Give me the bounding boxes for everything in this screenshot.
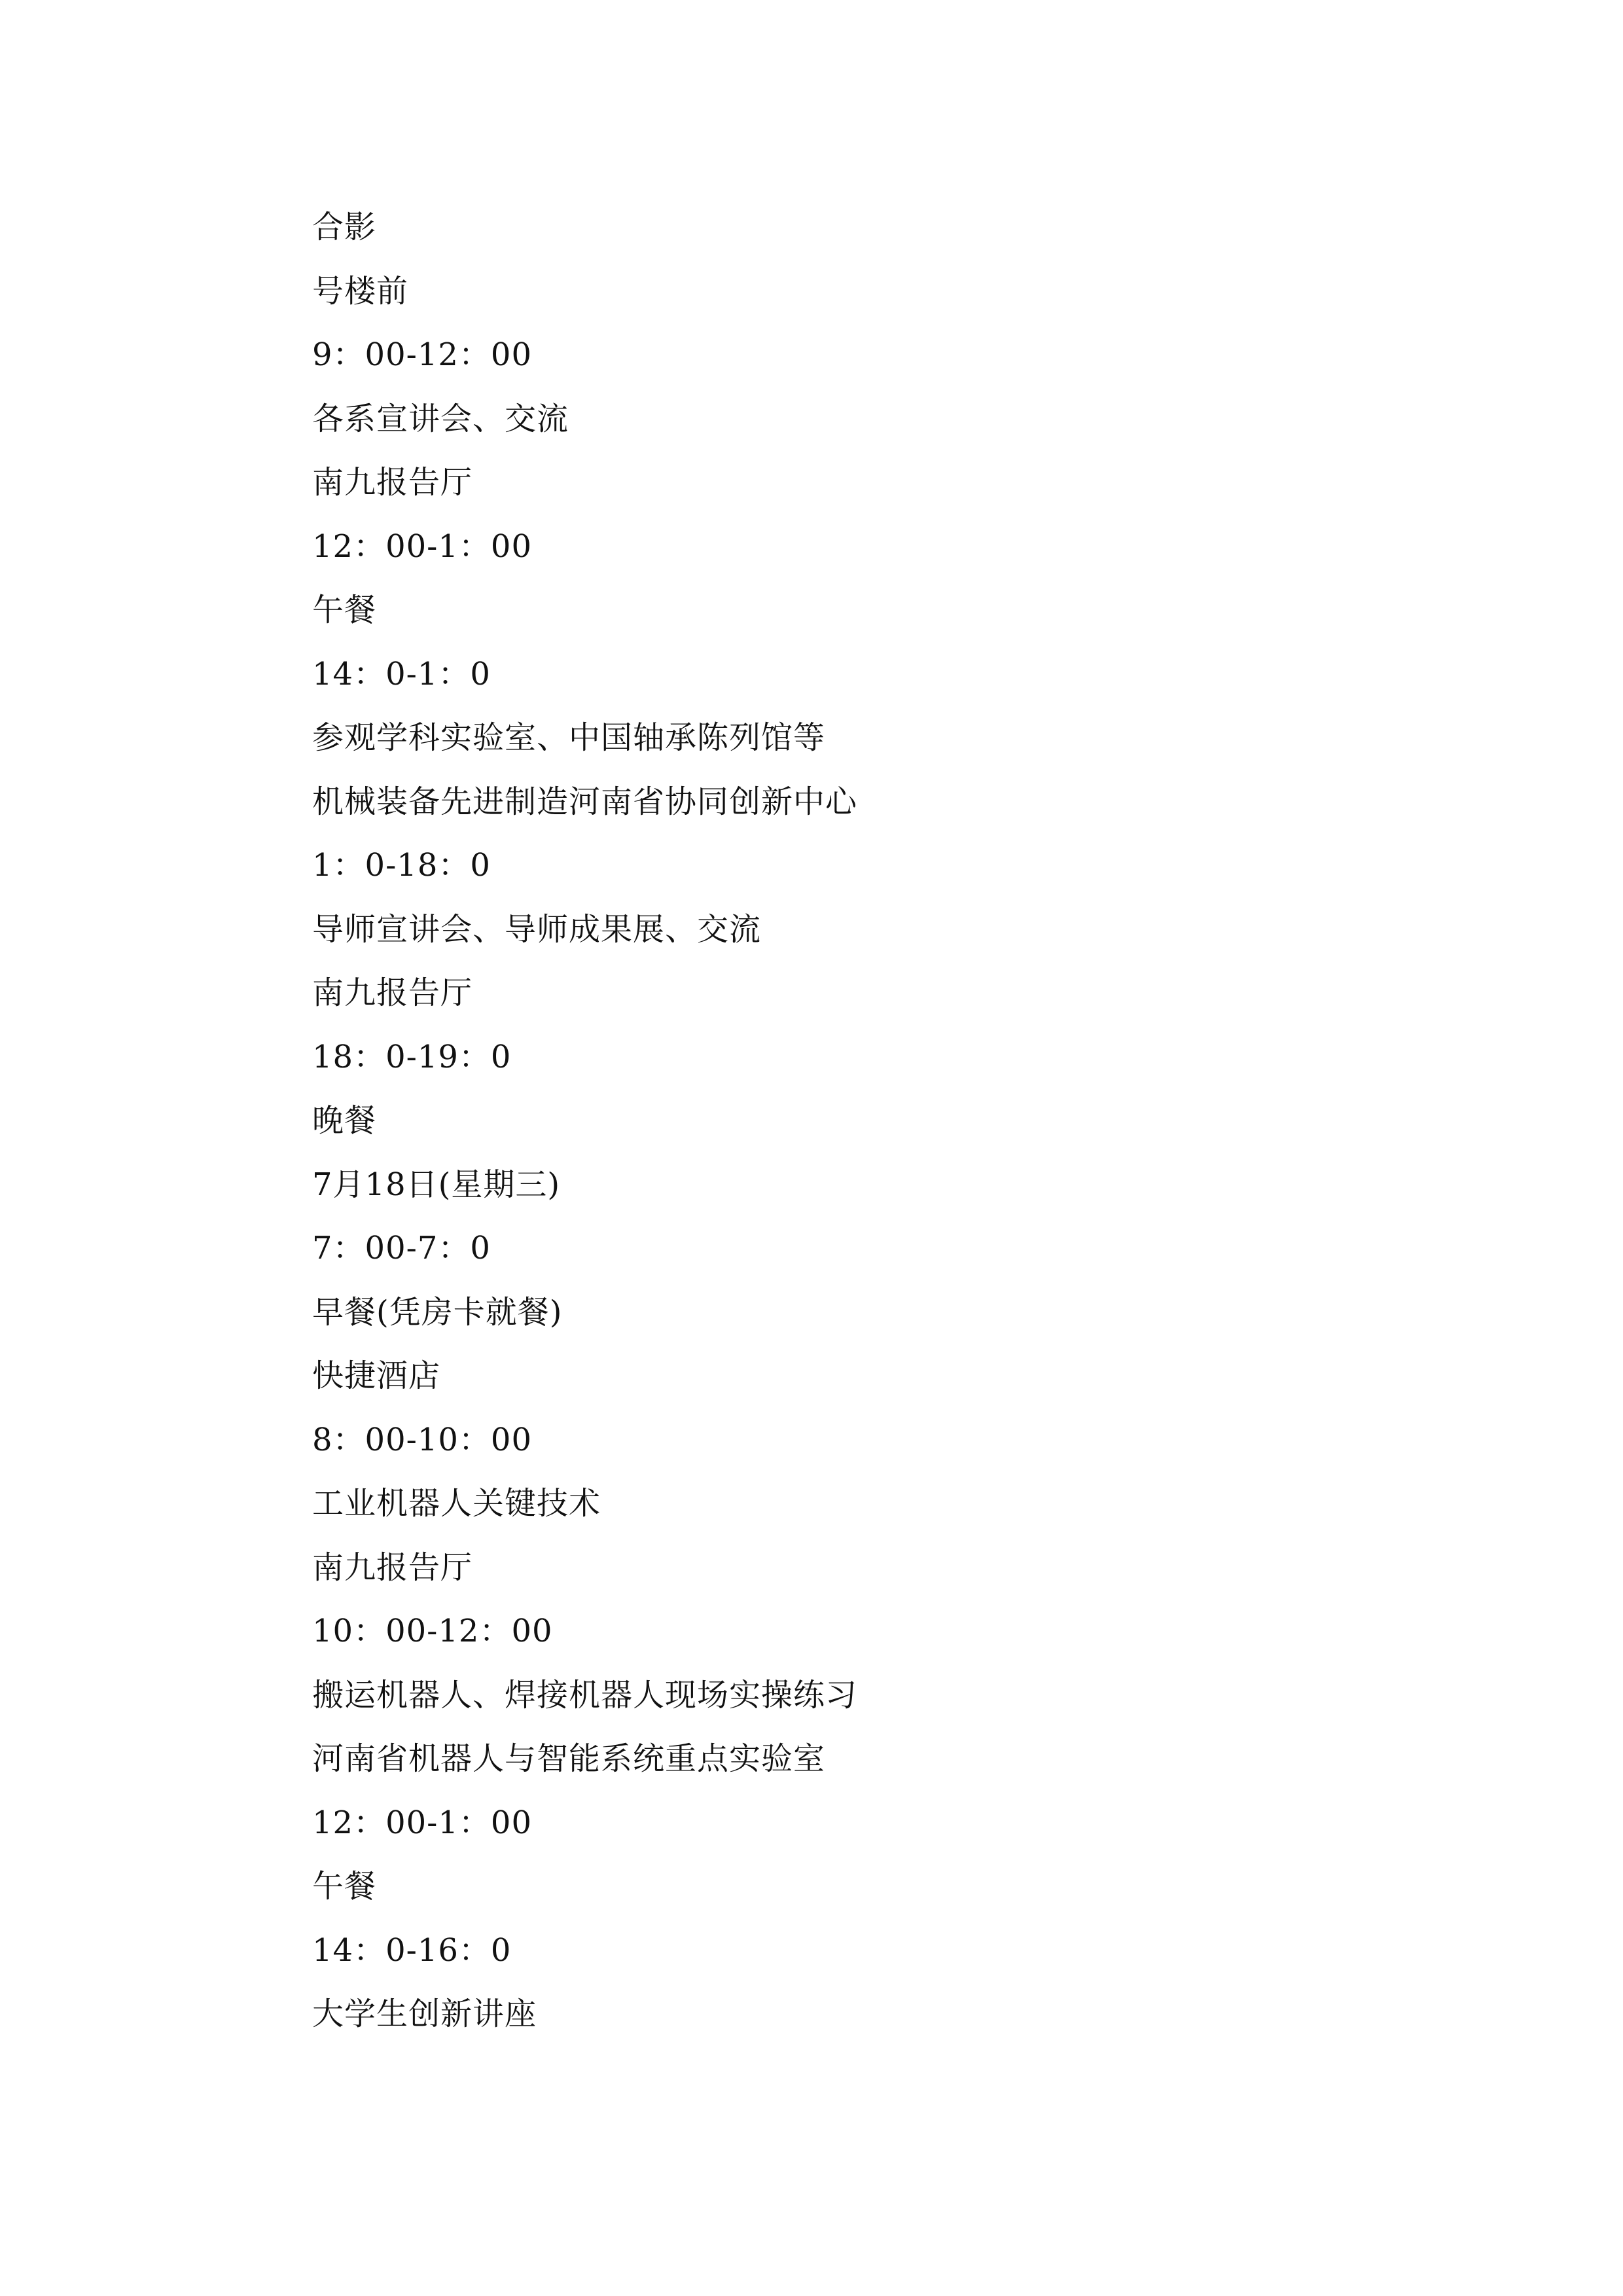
- text-line: 河南省机器人与智能系统重点实验室: [312, 1740, 826, 1777]
- text-line: 10：00-12：00: [312, 1613, 553, 1649]
- text-line: 早餐(凭房卡就餐): [312, 1293, 563, 1331]
- text-line: 号楼前: [312, 272, 409, 310]
- text-line: 搬运机器人、焊接机器人现场实操练习: [312, 1676, 858, 1713]
- text-line: 7月18日(星期三): [312, 1166, 561, 1203]
- text-line: 工业机器人关键技术: [312, 1485, 601, 1522]
- text-line: 各系宣讲会、交流: [312, 400, 569, 437]
- text-line: 14：0-1：0: [312, 655, 491, 692]
- text-line: 14：0-16：0: [312, 1931, 512, 1969]
- text-line: 南九报告厅: [312, 464, 473, 501]
- text-line: 南九报告厅: [312, 975, 473, 1011]
- text-line: 18：0-19：0: [312, 1038, 512, 1075]
- schedule-text-list: [312, 203, 1490, 2054]
- text-line: 南九报告厅: [312, 1549, 473, 1586]
- text-line: 参观学科实验室、中国轴承陈列馆等: [312, 719, 826, 756]
- text-line: 快捷酒店: [312, 1357, 441, 1394]
- text-line: 9：00-12：00: [312, 336, 532, 373]
- text-line: 12：00-1：00: [312, 528, 532, 565]
- text-line: 合影: [312, 209, 377, 245]
- text-line: 晚餐: [312, 1102, 377, 1139]
- text-line: 机械装备先进制造河南省协同创新中心: [312, 783, 858, 820]
- text-line: 午餐: [312, 1868, 377, 1905]
- text-line: 12：00-1：00: [312, 1804, 532, 1841]
- text-line: 8：00-10：00: [312, 1421, 532, 1458]
- text-line: 1：0-18：0: [312, 847, 491, 884]
- text-line: 大学生创新讲座: [312, 1996, 537, 2032]
- text-line: 导师宣讲会、导师成果展、交流: [312, 910, 762, 948]
- text-line: 午餐: [312, 592, 377, 628]
- text-line: 7：00-7：0: [312, 1230, 491, 1266]
